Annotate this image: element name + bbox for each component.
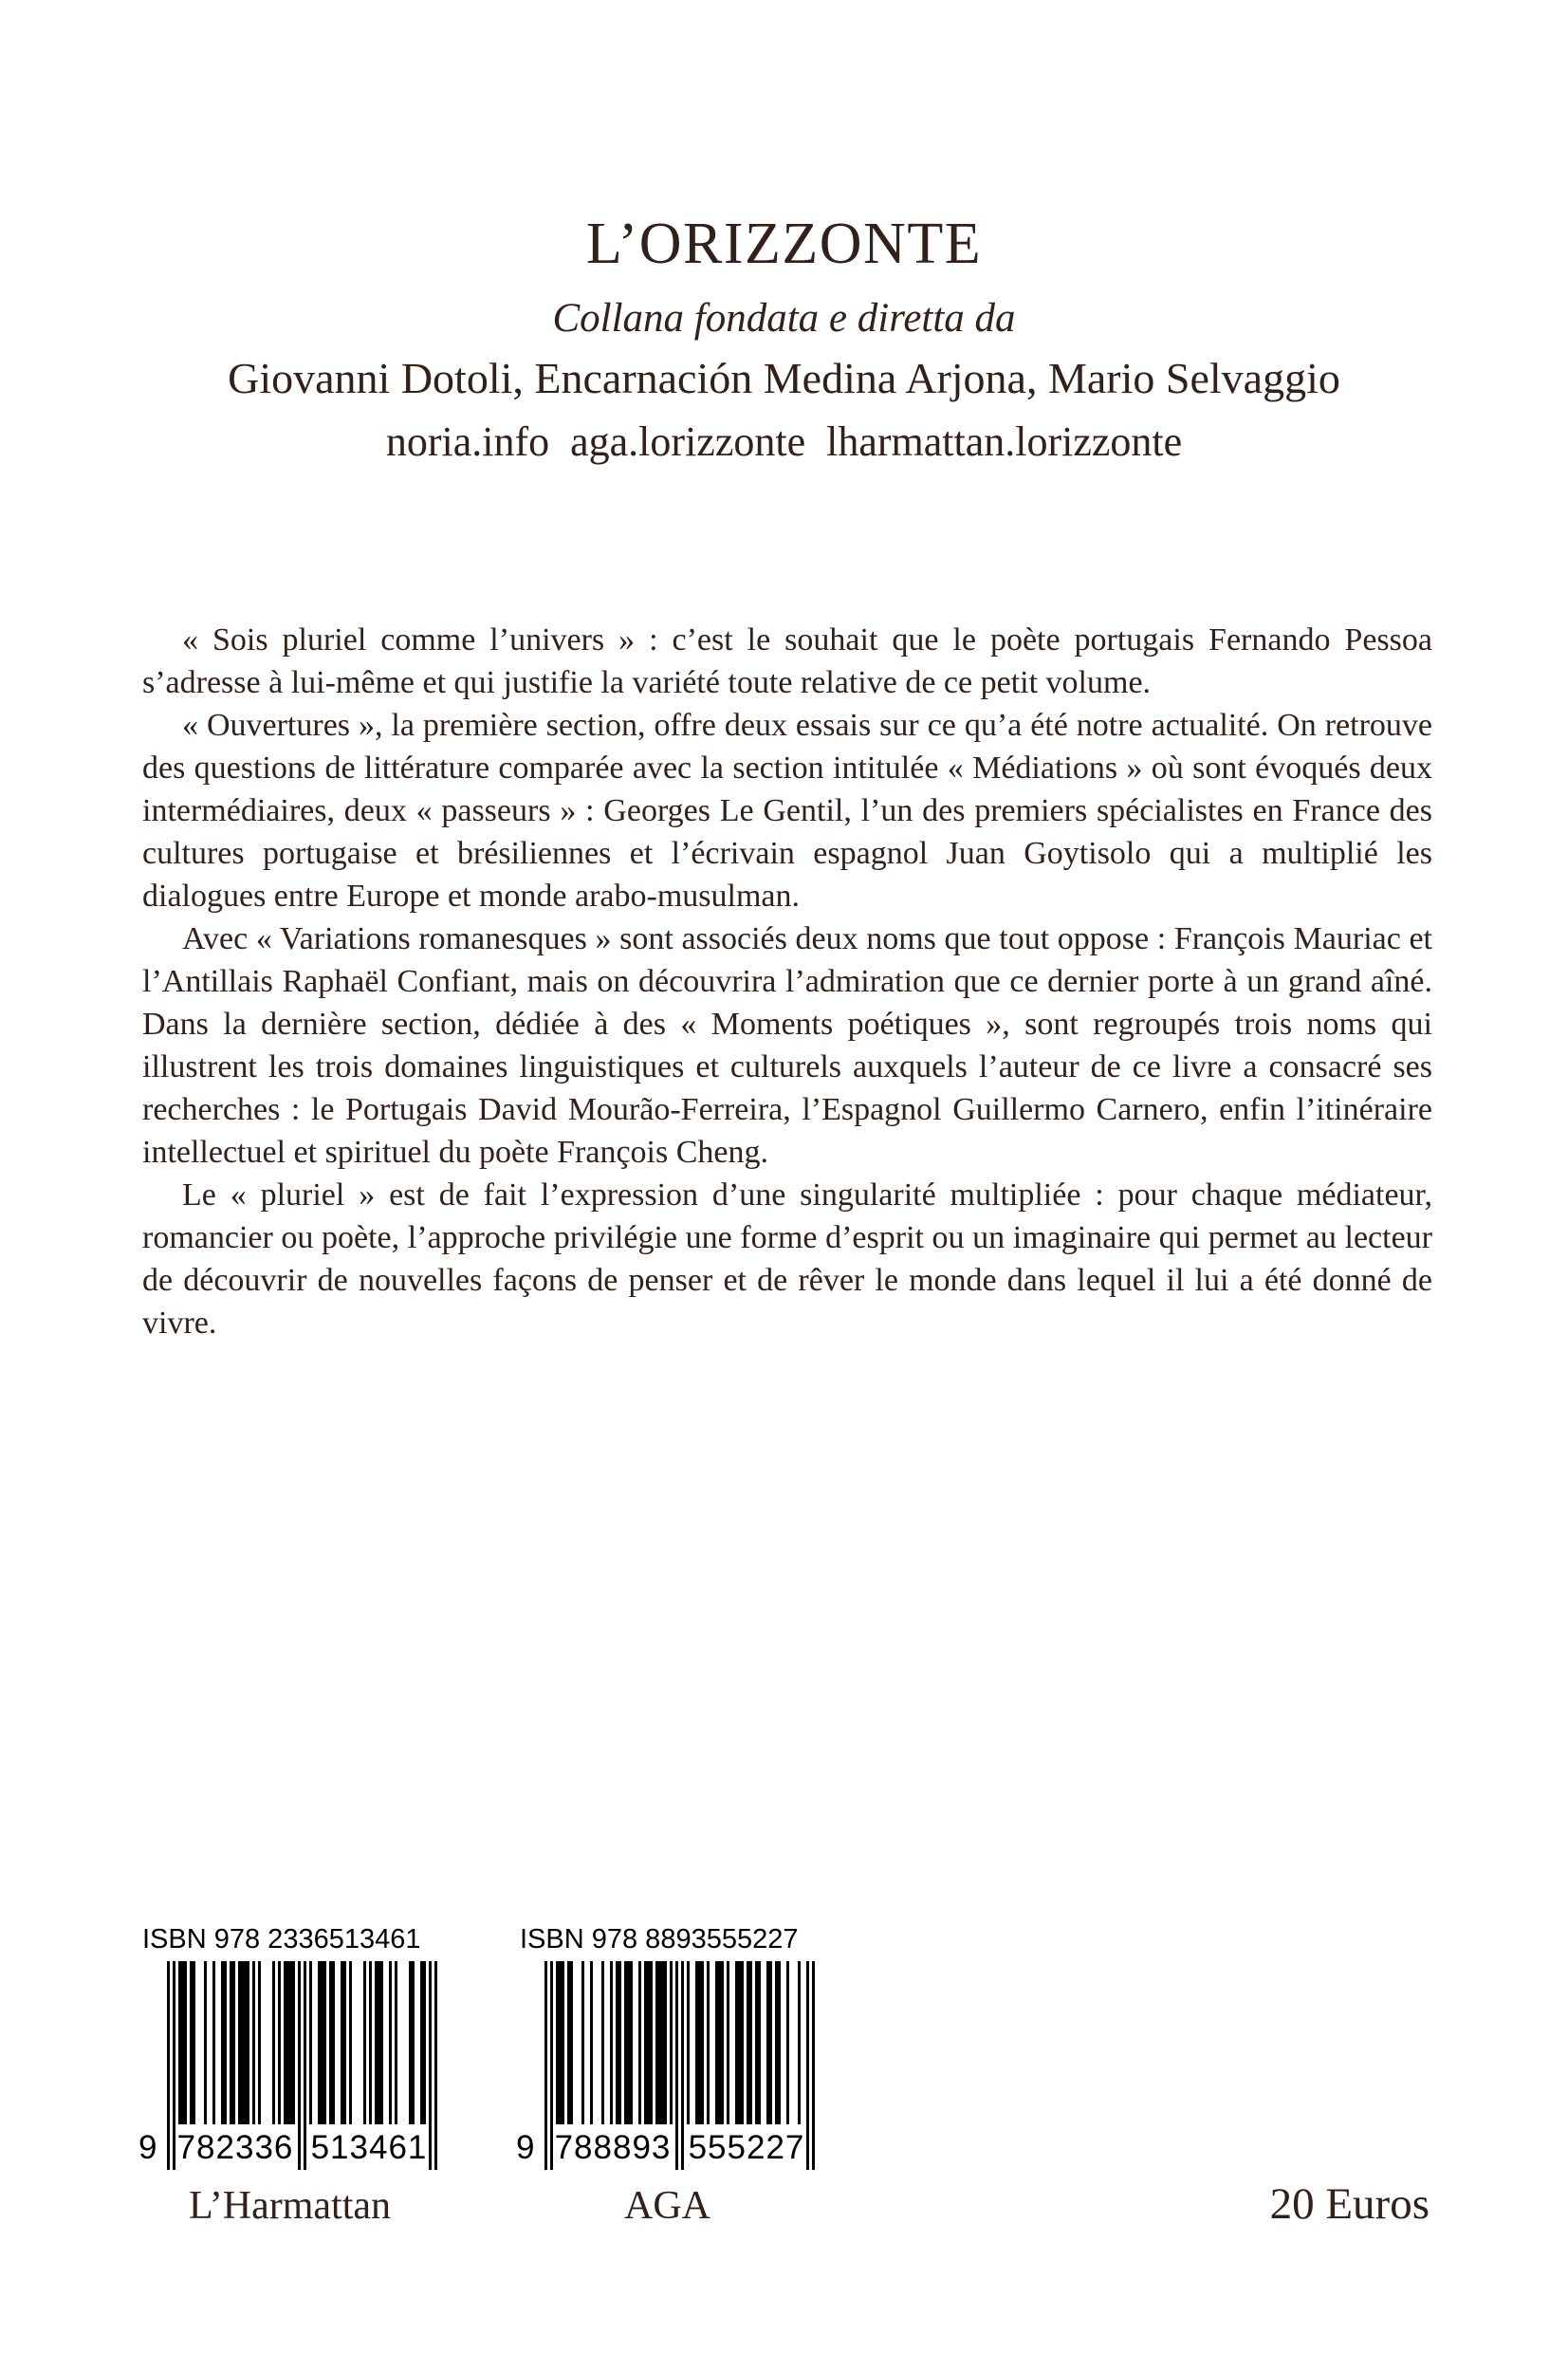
paragraph: Avec « Variations romanesques » sont associés deux noms que tout oppose : François Mauriac et l’Antillais Raphaël Confiant, mais on découvrira l’admiration que ce dernier porte à un grand aîné. Dans la dernière section, dédiée à des « Moments poétiques », sont regroupés trois noms qui illustrent les trois domaines linguistiques et culturels auxquels l’auteur de ce livre a consacré ses recherches : le Portugais David Mourão-Ferreira, l’Espagnol Guillermo Carnero, enfin l’itinéraire intellectuel et spirituel du poète François Cheng.	[142, 921, 1432, 1170]
series-directors: Giovanni Dotoli, Encarnación Medina Arjona, Mario Selvaggio	[228, 354, 1340, 402]
series-links: noria.info aga.lorizzonte lharmattan.lorizzonte	[385, 418, 1183, 465]
body-text	[142, 619, 1432, 1344]
barcode	[516, 1961, 815, 2170]
paragraph: Le « pluriel » est de fait l’expression d’une singularité multipliée : pour chaque médiateur, romancier ou poète, l’approche privilégie une forme d’esprit ou un imaginaire qui permet au lecteur de découvrir de nouvelles façons de penser et de rêver le monde dans lequel il lui a été donné de vivre.	[142, 1177, 1432, 1341]
barcode-digit-group-right: 555227	[688, 2129, 805, 2166]
book-title: L’ORIZZONTE	[585, 212, 983, 276]
series-subtitle: Collana fondata e diretta da	[552, 296, 1016, 341]
barcode	[138, 1961, 437, 2170]
paragraph: « Sois pluriel comme l’univers » : c’est le souhait que le poète portugais Fernando Pessoa s’adresse à lui-même et qui justifie la variété toute relative de ce petit volume.	[142, 622, 1432, 700]
price-label: 20 Euros	[1269, 2179, 1430, 2229]
barcode-digit-group-left: 782336	[176, 2129, 294, 2166]
publisher-label: AGA	[624, 2184, 710, 2228]
footer	[138, 1924, 1430, 2237]
barcode-block-harmattan	[138, 1924, 437, 2229]
barcode-lead-digit: 9	[516, 2129, 535, 2166]
barcode-digit-group-right: 513461	[310, 2129, 428, 2166]
publisher-label: L’Harmattan	[188, 2184, 392, 2228]
paragraph: « Ouvertures », la première section, offre deux essais sur ce qu’a été notre actualité. On retrouve des questions de littérature comparée avec la section intitulée « Médiations » où sont évoqués deux intermédiaires, deux « passeurs » : Georges Le Gentil, l’un des premiers spécialistes en France des cultures portugaise et brésiliennes et l’écrivain espagnol Juan Goytisolo qui a multiplié les dialogues entre Europe et monde arabo-musulman.	[142, 708, 1432, 914]
isbn-label: ISBN 978 2336513461	[142, 1924, 421, 1955]
barcode-digit-group-left: 788893	[554, 2129, 672, 2166]
barcode-lead-digit: 9	[138, 2129, 157, 2166]
barcode-block-aga	[516, 1924, 815, 2229]
isbn-label: ISBN 978 8893555227	[520, 1924, 799, 1955]
series-header	[0, 211, 1568, 466]
